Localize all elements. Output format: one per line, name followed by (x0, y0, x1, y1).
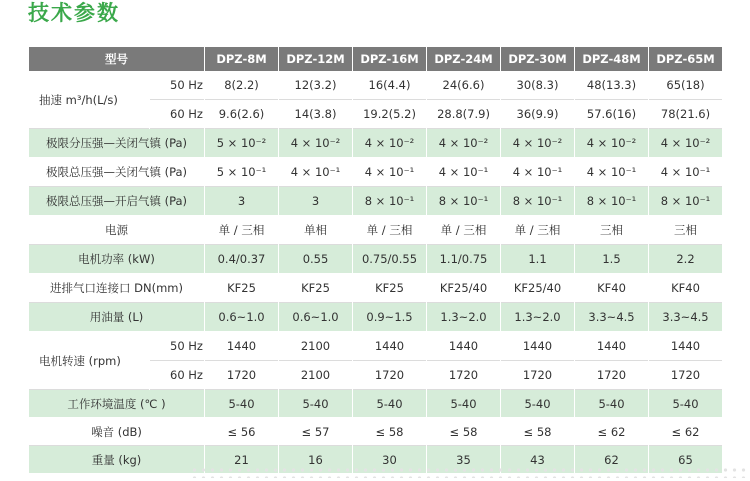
table-cell: 8 × 10⁻¹ (575, 187, 648, 216)
temperature-row (29, 390, 722, 418)
table-cell: 4 × 10⁻¹ (501, 158, 574, 187)
model-header: 型号 (29, 47, 204, 71)
table-cell: KF25 (205, 274, 278, 303)
table-cell: 57.6(16) (575, 100, 648, 129)
rpm-50hz-label: 50 Hz (150, 332, 204, 361)
table-cell: ≤ 56 (205, 418, 278, 446)
table-cell: 1720 (427, 361, 500, 390)
table-cell: ≤ 62 (649, 418, 722, 446)
table-cell: 1440 (205, 332, 278, 361)
table-cell: 1440 (427, 332, 500, 361)
row-label: 极限总压强—关闭气镇 (Pa) (29, 158, 204, 187)
row-label: 进排气口连接口 DN(mm) (29, 274, 204, 303)
table-cell: ≤ 58 (501, 418, 574, 446)
model-col-header: DPZ-16M (353, 47, 426, 71)
table-cell: 2100 (279, 361, 352, 390)
spec-table (28, 47, 723, 474)
table-cell: 36(9.9) (501, 100, 574, 129)
rpm-60hz-label: 60 Hz (150, 361, 204, 390)
table-cell: 0.4/0.37 (205, 245, 278, 274)
noise-row (29, 418, 722, 446)
table-cell: 1.1 (501, 245, 574, 274)
total-pressure-open-row (29, 187, 722, 216)
table-cell: 5-40 (205, 390, 278, 418)
table-cell: KF40 (575, 274, 648, 303)
table-cell: 5-40 (575, 390, 648, 418)
table-cell: 9.6(2.6) (205, 100, 278, 129)
ports-row (29, 274, 722, 303)
table-cell: ≤ 62 (575, 418, 648, 446)
table-cell: 4 × 10⁻¹ (427, 158, 500, 187)
table-cell: 4 × 10⁻¹ (649, 158, 722, 187)
table-cell: 1720 (353, 361, 426, 390)
table-cell: 4 × 10⁻¹ (353, 158, 426, 187)
table-cell: 14(3.8) (279, 100, 352, 129)
table-cell: KF25/40 (501, 274, 574, 303)
row-label: 极限总压强—开启气镇 (Pa) (29, 187, 204, 216)
decorative-dot-pattern (190, 466, 750, 478)
table-cell: KF25 (279, 274, 352, 303)
speed-50hz-label: 50 Hz (150, 71, 204, 100)
table-cell: 8 × 10⁻¹ (501, 187, 574, 216)
row-label: 工作环境温度 (℃ ) (29, 390, 204, 418)
rpm-label: 电机转速 (rpm) (29, 332, 149, 390)
table-cell: 单 / 三相 (427, 216, 500, 245)
table-cell: ≤ 57 (279, 418, 352, 446)
table-cell: 0.9~1.5 (353, 303, 426, 332)
table-cell: 78(21.6) (649, 100, 722, 129)
table-cell: KF25/40 (427, 274, 500, 303)
table-cell: 1440 (353, 332, 426, 361)
table-cell: 65 (649, 446, 722, 474)
table-cell: 4 × 10⁻¹ (279, 158, 352, 187)
table-cell: 2100 (279, 332, 352, 361)
table-cell: 3.3~4.5 (649, 303, 722, 332)
table-cell: 5 × 10⁻¹ (205, 158, 278, 187)
table-cell: 单 / 三相 (205, 216, 278, 245)
table-cell: 1440 (501, 332, 574, 361)
table-cell: 5-40 (501, 390, 574, 418)
table-cell: 4 × 10⁻² (501, 129, 574, 158)
table-cell: 4 × 10⁻² (575, 129, 648, 158)
table-cell: 12(3.2) (279, 71, 352, 100)
table-cell: KF40 (649, 274, 722, 303)
table-cell: 单 / 三相 (353, 216, 426, 245)
row-label: 极限分压强—关闭气镇 (Pa) (29, 129, 204, 158)
table-cell: 三相 (575, 216, 648, 245)
table-cell: 8(2.2) (205, 71, 278, 100)
table-cell: 1720 (649, 361, 722, 390)
model-col-header: DPZ-30M (501, 47, 574, 71)
table-cell: 3 (279, 187, 352, 216)
table-cell: 0.6~1.0 (205, 303, 278, 332)
oil-row (29, 303, 722, 332)
table-cell: 16(4.4) (353, 71, 426, 100)
table-cell: 0.6~1.0 (279, 303, 352, 332)
table-cell: 0.55 (279, 245, 352, 274)
table-cell: 3 (205, 187, 278, 216)
table-cell: 30(8.3) (501, 71, 574, 100)
table-cell: ≤ 58 (353, 418, 426, 446)
table-cell: 5 × 10⁻² (205, 129, 278, 158)
model-col-header: DPZ-12M (279, 47, 352, 71)
table-cell: 4 × 10⁻² (649, 129, 722, 158)
table-cell: 1440 (575, 332, 648, 361)
table-cell: 24(6.6) (427, 71, 500, 100)
table-cell: 单 / 三相 (501, 216, 574, 245)
speed-60hz-label: 60 Hz (150, 100, 204, 129)
speed-label: 抽速 m³/h(L/s) (29, 71, 149, 129)
model-col-header: DPZ-24M (427, 47, 500, 71)
table-cell: KF25 (353, 274, 426, 303)
total-pressure-closed-row (29, 158, 722, 187)
speed-row-50hz (29, 71, 722, 100)
partial-pressure-row (29, 129, 722, 158)
table-cell: 1720 (575, 361, 648, 390)
table-cell: 5-40 (353, 390, 426, 418)
table-cell: 5-40 (649, 390, 722, 418)
table-cell: 单相 (279, 216, 352, 245)
row-label: 噪音 (dB) (29, 418, 204, 446)
table-cell: 1440 (649, 332, 722, 361)
table-cell: 30 (353, 446, 426, 474)
table-cell: 4 × 10⁻² (279, 129, 352, 158)
table-cell: 1.1/0.75 (427, 245, 500, 274)
table-cell: 4 × 10⁻² (427, 129, 500, 158)
table-cell: 1720 (501, 361, 574, 390)
table-cell: 0.75/0.55 (353, 245, 426, 274)
power-supply-row (29, 216, 722, 245)
model-col-header: DPZ-8M (205, 47, 278, 71)
table-cell: 8 × 10⁻¹ (353, 187, 426, 216)
table-cell: 16 (279, 446, 352, 474)
row-label: 电机功率 (kW) (29, 245, 204, 274)
row-label: 电源 (29, 216, 204, 245)
motor-power-row (29, 245, 722, 274)
table-cell: 3.3~4.5 (575, 303, 648, 332)
table-cell: 19.2(5.2) (353, 100, 426, 129)
table-cell: 4 × 10⁻¹ (575, 158, 648, 187)
table-cell: 8 × 10⁻¹ (649, 187, 722, 216)
row-label: 重量 (kg) (29, 446, 204, 474)
table-cell: 35 (427, 446, 500, 474)
model-col-header: DPZ-65M (649, 47, 722, 71)
table-cell: 2.2 (649, 245, 722, 274)
table-cell: 1.3~2.0 (427, 303, 500, 332)
table-cell: 1.3~2.0 (501, 303, 574, 332)
table-cell: 21 (205, 446, 278, 474)
table-cell: 65(18) (649, 71, 722, 100)
table-cell: ≤ 58 (427, 418, 500, 446)
rpm-row-50hz (29, 332, 722, 361)
row-label: 用油量 (L) (29, 303, 204, 332)
page-title: 技术参数 (28, 1, 120, 25)
table-cell: 三相 (649, 216, 722, 245)
table-cell: 48(13.3) (575, 71, 648, 100)
table-cell: 1720 (205, 361, 278, 390)
table-cell: 62 (575, 446, 648, 474)
table-cell: 28.8(7.9) (427, 100, 500, 129)
table-cell: 4 × 10⁻² (353, 129, 426, 158)
header-row (29, 47, 722, 71)
table-cell: 5-40 (427, 390, 500, 418)
table-cell: 43 (501, 446, 574, 474)
model-col-header: DPZ-48M (575, 47, 648, 71)
table-cell: 8 × 10⁻¹ (427, 187, 500, 216)
table-cell: 1.5 (575, 245, 648, 274)
table-cell: 5-40 (279, 390, 352, 418)
